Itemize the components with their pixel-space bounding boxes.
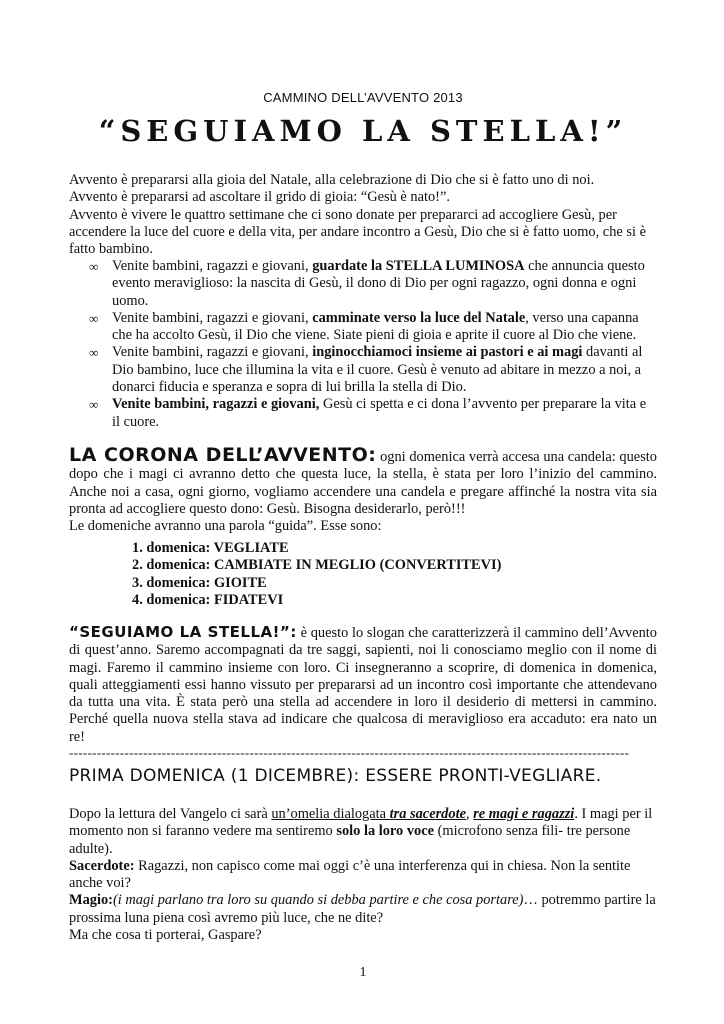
bold-text: solo la loro voce <box>336 823 435 840</box>
slogan-colon: : <box>290 623 297 641</box>
bullet-text: Venite bambini, ragazzi e giovani, <box>112 258 313 274</box>
dashed-divider: ------------------------------------------------------------------------------------------------------------------------- <box>69 745 630 760</box>
bullet-text: Gesù ci spetta e ci dona l’avvento per preparare la vita e il cuore. <box>112 396 647 430</box>
magio-line <box>69 892 657 927</box>
document-header: CAMMINO DELL’AVVENTO 2013 <box>263 90 463 105</box>
text-run: Dopo la lettura del Vangelo ci sarà <box>69 806 272 822</box>
text-run: , <box>465 806 474 822</box>
domenica-item: 1. domenica: VEGLIATE <box>132 540 289 556</box>
speaker-label: Magio: <box>69 892 113 909</box>
text-run: (microfono senza fili- tre persone adulte). <box>69 823 631 857</box>
bullet-text: Venite bambini, ragazzi e giovani, <box>112 344 313 361</box>
corona-guida: Le domeniche avranno una parola “guida”. Esse sono: <box>69 518 382 535</box>
bullet-emphasis: Venite bambini, ragazzi e giovani, <box>112 396 320 413</box>
speaker-label: Sacerdote: <box>69 857 135 874</box>
corona-colon: : <box>368 444 377 466</box>
intro-line-1: Avvento è prepararsi alla gioia del Natale, alla celebrazione di Dio che si è fatto uno di noi. <box>69 172 595 188</box>
bullet-list <box>69 258 657 431</box>
domenica-item: 3. domenica: GIOITE <box>132 574 267 591</box>
infinity-bullet-icon: ∞ <box>89 259 99 274</box>
underlined-emphasis: tra sacerdote <box>389 806 466 822</box>
bullet-emphasis: camminate verso la luce del Natale <box>312 309 526 326</box>
bullet-emphasis: guardate la STELLA LUMINOSA <box>312 258 525 274</box>
bullet-item <box>69 310 657 345</box>
bullet-text: davanti al Dio bambino, luce che illumina la vita e il cuore. Gesù è venuto ad abitare in mezzo a noi, a donarci fiducia e speranza e sopra di lui brilla la stella di Dio. <box>112 344 643 396</box>
bullet-item <box>69 396 657 431</box>
text-run: . I magi per il momento non si faranno vedere ma sentiremo <box>69 806 653 840</box>
question-line: Ma che cosa ti porterai, Gaspare? <box>69 927 262 944</box>
domeniche-list <box>132 540 501 609</box>
intro-section <box>69 172 657 258</box>
prima-domenica-heading: PRIMA DOMENICA (1 DICEMBRE): ESSERE PRONTI-VEGLIARE. <box>69 766 602 786</box>
infinity-bullet-icon: ∞ <box>89 345 99 361</box>
underlined-text: un’omelia dialogata <box>271 806 390 822</box>
bullet-text: che annuncia questo evento meraviglioso: la nascita di Gesù, il dono di Dio per ogni ragazzo, ogni donna e ogni uomo. <box>112 258 645 309</box>
speech-text: Ragazzi, non capisco come mai oggi c’è una interferenza qui in chiesa. Non la sentite anche voi? <box>69 857 631 892</box>
bullet-emphasis: inginocchiamoci insieme ai pastori e ai magi <box>312 344 583 361</box>
underlined-emphasis: re magi e ragazzi <box>473 806 575 822</box>
intro-line-2: Avvento è prepararsi ad ascoltare il grido di gioia: “Gesù è nato!”. <box>69 189 450 206</box>
document-title: “SEGUIAMO LA STELLA!” <box>98 114 628 148</box>
bullet-item <box>69 258 657 310</box>
infinity-bullet-icon: ∞ <box>89 310 99 326</box>
dialogue-intro <box>69 806 657 858</box>
stage-direction: (i magi parlano tra loro su quando si debba partire e che cosa portare) <box>112 892 524 909</box>
bullet-item <box>69 344 657 396</box>
domenica-item: 2. domenica: CAMBIATE IN MEGLIO (CONVERTITEVI) <box>132 557 502 574</box>
dialogue-section <box>69 806 657 944</box>
slogan-heading: “SEGUIAMO LA STELLA!” <box>69 623 291 641</box>
corona-text: ogni domenica verrà accesa una candela: questo dopo che i magi ci avranno detto che questa luce, la stella, è stata per loro l’inizio del cammino. Anche noi a casa, ogni giorno, vogliamo accendere una candela e pregare affinché la nostra vita sia pronta ad accogliere questo dono: Gesù. Bisogna desiderarlo, però!!! <box>69 449 657 517</box>
corona-section <box>69 444 657 535</box>
page-number: 1 <box>359 965 367 980</box>
infinity-bullet-icon: ∞ <box>89 397 99 413</box>
corona-heading: LA CORONA DELL’AVVENTO <box>69 444 369 466</box>
bullet-text: Venite bambini, ragazzi e giovani, <box>112 309 313 326</box>
domenica-item: 4. domenica: FIDATEVI <box>132 591 284 608</box>
intro-line-3: Avvento è vivere le quattro settimane che ci sono donate per prepararci ad accogliere Gesù, per accendere la luce del cuore e della vita, per andare incontro a Gesù, Dio che si è fatto uomo, che si è fatto bambino. <box>69 206 646 258</box>
slogan-section <box>69 624 657 746</box>
sacerdote-line <box>69 858 657 893</box>
bullet-text: , verso una capanna che ha accolto Gesù, il Dio che viene. Siate pieni di gioia e aprite il cuore al Dio che viene. <box>112 309 639 344</box>
speech-text: … potremmo partire la prossima luna piena così avremo più luce, che ne dite? <box>69 892 656 926</box>
slogan-text: è questo lo slogan che caratterizzerà il cammino dell’Avvento di quest’anno. Saremo accompagnati da tre saggi, sapienti, noi li conosciamo meglio con il nome di magi. Faremo il cammino insieme con loro. Ci insegneranno a scoprire, di domenica in domenica, quali atteggiamenti essi hanno vissuto per prepararsi ad un incontro così importante che attendevano da tutta una vita. È stata però una stella ad accendere in loro il desiderio di mettersi in cammino. Perché quella nuova stella stava ad indicare che qualcosa di meraviglioso era accaduto: era nato un re! <box>69 625 657 745</box>
